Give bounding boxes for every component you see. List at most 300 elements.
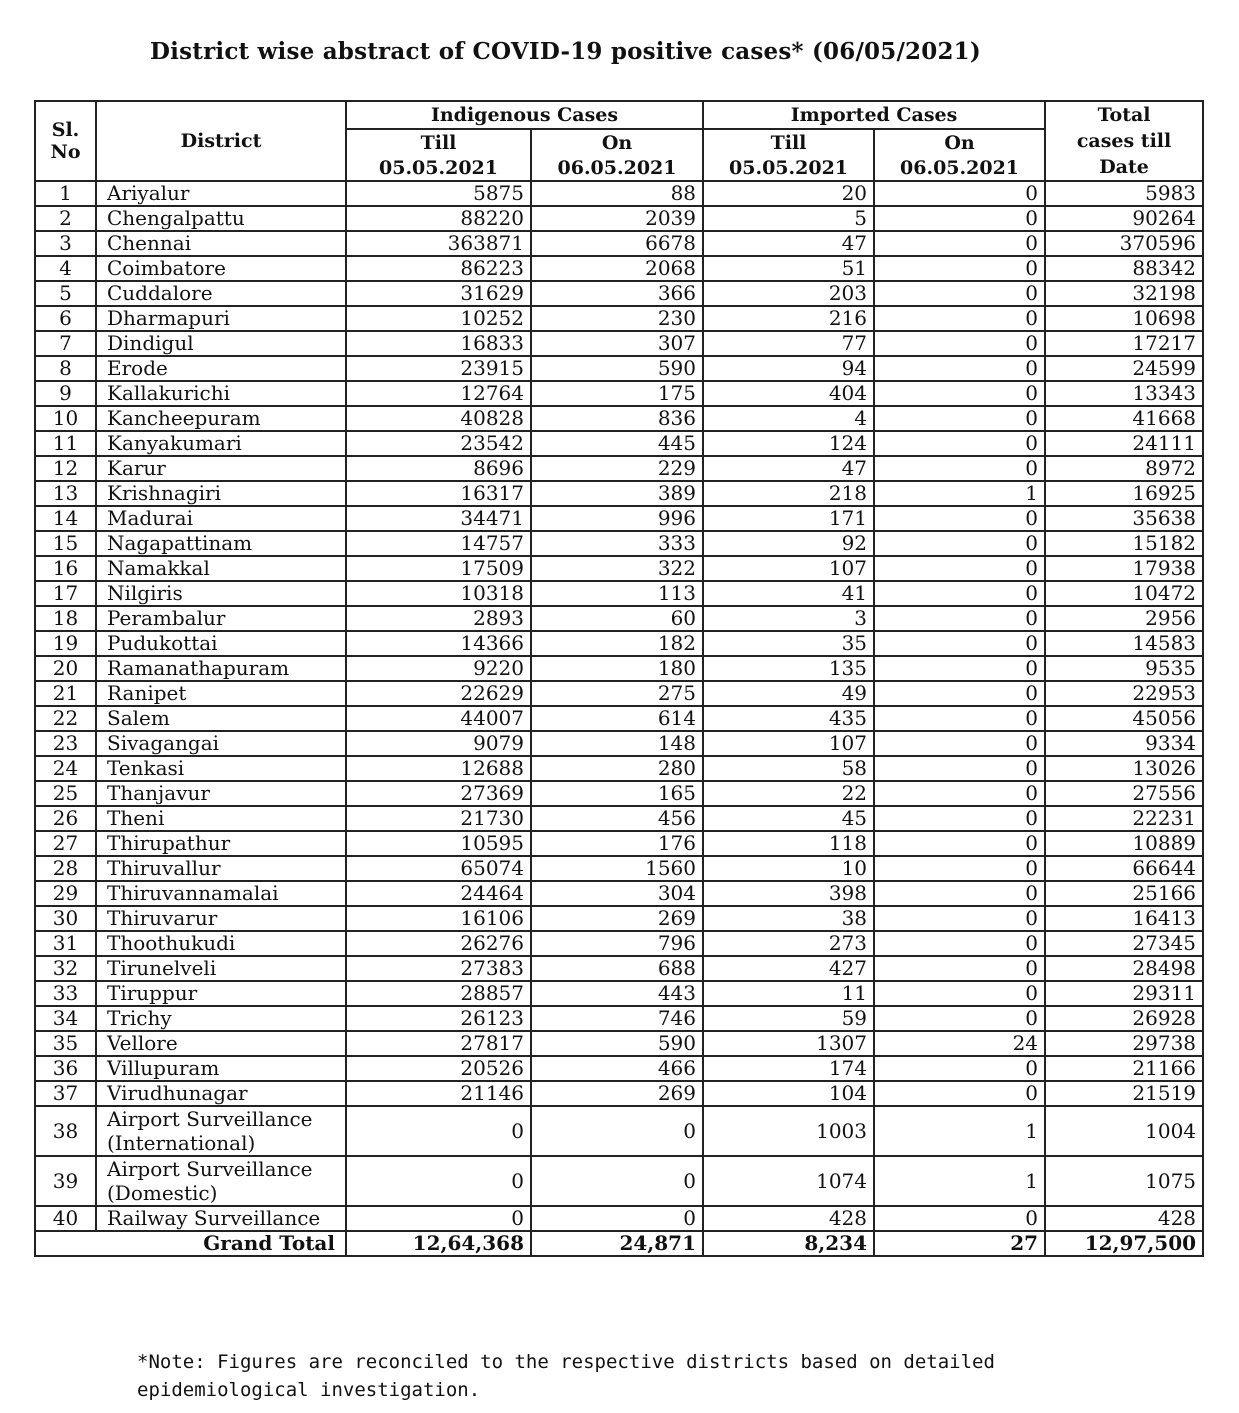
row-ind-on: 165: [531, 781, 703, 806]
table-row: [35, 906, 1203, 931]
table-row: [35, 656, 1203, 681]
table-row: [35, 456, 1203, 481]
row-imp-on: 0: [874, 606, 1045, 631]
row-ind-till: 24464: [346, 881, 531, 906]
table-row: [35, 1056, 1203, 1081]
row-imp-till: 107: [703, 556, 874, 581]
row-ind-on: 269: [531, 1081, 703, 1106]
row-district-line2: (Domestic): [107, 1181, 218, 1205]
row-imp-till: 104: [703, 1081, 874, 1106]
row-imp-on: 0: [874, 956, 1045, 981]
row-total: 21166: [1045, 1056, 1203, 1081]
row-sl-no: 17: [35, 581, 96, 606]
row-ind-on: 688: [531, 956, 703, 981]
row-district: Pudukottai: [96, 631, 346, 656]
row-imp-on: 0: [874, 356, 1045, 381]
row-district: Vellore: [96, 1031, 346, 1056]
header-district: District: [96, 101, 346, 181]
row-imp-till: 3: [703, 606, 874, 631]
table-row: [35, 1081, 1203, 1106]
row-imp-till: 92: [703, 531, 874, 556]
row-imp-till: 218: [703, 481, 874, 506]
grand-total-row: [35, 1231, 1203, 1256]
row-sl-no: 2: [35, 206, 96, 231]
table-row: [35, 331, 1203, 356]
row-ind-till: 12688: [346, 756, 531, 781]
row-district: [96, 1106, 346, 1156]
row-district: Tirunelveli: [96, 956, 346, 981]
row-total: 16925: [1045, 481, 1203, 506]
row-district: Kancheepuram: [96, 406, 346, 431]
row-sl-no: 16: [35, 556, 96, 581]
header-imp-on-date: 06.05.2021: [874, 155, 1045, 181]
row-ind-till: 27817: [346, 1031, 531, 1056]
page-title: District wise abstract of COVID-19 positive cases* (06/05/2021): [150, 38, 981, 65]
header-ind-on: On: [531, 129, 703, 155]
row-imp-on: 0: [874, 731, 1045, 756]
row-imp-till: 1074: [703, 1156, 874, 1206]
row-imp-on: 0: [874, 681, 1045, 706]
row-imp-on: 0: [874, 856, 1045, 881]
table-row: [35, 856, 1203, 881]
row-imp-on: 0: [874, 806, 1045, 831]
row-sl-no: 20: [35, 656, 96, 681]
row-sl-no: 10: [35, 406, 96, 431]
row-ind-till: 5875: [346, 181, 531, 206]
row-imp-on: 0: [874, 931, 1045, 956]
row-sl-no: 33: [35, 981, 96, 1006]
row-ind-till: 34471: [346, 506, 531, 531]
row-ind-on: 389: [531, 481, 703, 506]
table-row: [35, 381, 1203, 406]
row-district: Krishnagiri: [96, 481, 346, 506]
row-district: Thiruvallur: [96, 856, 346, 881]
row-sl-no: 34: [35, 1006, 96, 1031]
row-district: Thiruvannamalai: [96, 881, 346, 906]
row-sl-no: 4: [35, 256, 96, 281]
row-total: 1004: [1045, 1106, 1203, 1156]
row-ind-till: 26123: [346, 1006, 531, 1031]
row-imp-till: 203: [703, 281, 874, 306]
row-ind-till: 16317: [346, 481, 531, 506]
row-ind-on: 269: [531, 906, 703, 931]
grand-total-label: Grand Total: [35, 1231, 346, 1256]
row-sl-no: 8: [35, 356, 96, 381]
row-ind-till: 10318: [346, 581, 531, 606]
table-row: [35, 306, 1203, 331]
row-ind-on: 175: [531, 381, 703, 406]
row-sl-no: 18: [35, 606, 96, 631]
row-imp-on: 1: [874, 481, 1045, 506]
row-total: 28498: [1045, 956, 1203, 981]
row-ind-till: 10595: [346, 831, 531, 856]
row-sl-no: 36: [35, 1056, 96, 1081]
row-district: Coimbatore: [96, 256, 346, 281]
table-row: [35, 1206, 1203, 1231]
row-imp-on: 0: [874, 631, 1045, 656]
cases-table: [34, 100, 1204, 1257]
row-total: 25166: [1045, 881, 1203, 906]
row-ind-on: 2068: [531, 256, 703, 281]
row-ind-on: 230: [531, 306, 703, 331]
table-row: [35, 581, 1203, 606]
row-sl-no: 26: [35, 806, 96, 831]
row-imp-till: 58: [703, 756, 874, 781]
row-ind-till: 31629: [346, 281, 531, 306]
row-imp-on: 0: [874, 281, 1045, 306]
row-imp-on: 0: [874, 206, 1045, 231]
table-row: [35, 631, 1203, 656]
row-ind-on: 0: [531, 1156, 703, 1206]
grand-total-imp-till: 8,234: [703, 1231, 874, 1256]
row-ind-till: 44007: [346, 706, 531, 731]
table-row: [35, 681, 1203, 706]
row-ind-on: 229: [531, 456, 703, 481]
row-total: 13026: [1045, 756, 1203, 781]
row-imp-on: 0: [874, 556, 1045, 581]
row-district: Virudhunagar: [96, 1081, 346, 1106]
row-ind-on: 996: [531, 506, 703, 531]
row-sl-no: 31: [35, 931, 96, 956]
header-sl-no: Sl. No: [35, 101, 96, 181]
row-ind-till: 27369: [346, 781, 531, 806]
row-imp-till: 51: [703, 256, 874, 281]
table-row: [35, 406, 1203, 431]
row-imp-till: 216: [703, 306, 874, 331]
row-imp-on: 0: [874, 506, 1045, 531]
row-imp-till: 22: [703, 781, 874, 806]
row-total: 2956: [1045, 606, 1203, 631]
grand-total-imp-on: 27: [874, 1231, 1045, 1256]
row-sl-no: 15: [35, 531, 96, 556]
row-ind-on: 590: [531, 1031, 703, 1056]
row-sl-no: 23: [35, 731, 96, 756]
table-body: [35, 181, 1203, 1231]
row-imp-till: 49: [703, 681, 874, 706]
row-imp-till: 427: [703, 956, 874, 981]
row-district: Salem: [96, 706, 346, 731]
row-district: Thiruvarur: [96, 906, 346, 931]
row-total: 370596: [1045, 231, 1203, 256]
row-ind-on: 590: [531, 356, 703, 381]
row-ind-on: 2039: [531, 206, 703, 231]
row-district: Kanyakumari: [96, 431, 346, 456]
row-district: Sivagangai: [96, 731, 346, 756]
table-row: [35, 531, 1203, 556]
row-ind-till: 22629: [346, 681, 531, 706]
row-ind-on: 113: [531, 581, 703, 606]
row-ind-till: 363871: [346, 231, 531, 256]
row-ind-till: 0: [346, 1106, 531, 1156]
row-sl-no: 14: [35, 506, 96, 531]
row-ind-till: 9079: [346, 731, 531, 756]
row-sl-no: 7: [35, 331, 96, 356]
row-district: Thanjavur: [96, 781, 346, 806]
row-sl-no: 1: [35, 181, 96, 206]
row-ind-till: 21730: [346, 806, 531, 831]
row-imp-till: 273: [703, 931, 874, 956]
row-total: 22231: [1045, 806, 1203, 831]
row-imp-till: 428: [703, 1206, 874, 1231]
row-total: 8972: [1045, 456, 1203, 481]
table-row: [35, 1031, 1203, 1056]
row-sl-no: 25: [35, 781, 96, 806]
row-ind-till: 17509: [346, 556, 531, 581]
row-imp-till: 94: [703, 356, 874, 381]
row-total: 22953: [1045, 681, 1203, 706]
row-total: 24599: [1045, 356, 1203, 381]
table-row: [35, 256, 1203, 281]
header-imp-on: On: [874, 129, 1045, 155]
row-ind-till: 28857: [346, 981, 531, 1006]
row-sl-no: 22: [35, 706, 96, 731]
table-row: [35, 606, 1203, 631]
row-ind-till: 21146: [346, 1081, 531, 1106]
row-total: 13343: [1045, 381, 1203, 406]
table-row: [35, 506, 1203, 531]
row-total: 14583: [1045, 631, 1203, 656]
row-ind-on: 836: [531, 406, 703, 431]
row-total: 88342: [1045, 256, 1203, 281]
row-district: Perambalur: [96, 606, 346, 631]
table-row: [35, 931, 1203, 956]
row-sl-no: 6: [35, 306, 96, 331]
row-imp-on: 0: [874, 831, 1045, 856]
row-total: 17217: [1045, 331, 1203, 356]
row-district: Chengalpattu: [96, 206, 346, 231]
row-imp-on: 0: [874, 906, 1045, 931]
row-imp-till: 47: [703, 231, 874, 256]
row-imp-till: 47: [703, 456, 874, 481]
row-sl-no: 32: [35, 956, 96, 981]
row-total: 428: [1045, 1206, 1203, 1231]
row-district: Erode: [96, 356, 346, 381]
table-row: [35, 206, 1203, 231]
row-total: 29311: [1045, 981, 1203, 1006]
row-ind-till: 40828: [346, 406, 531, 431]
table-row: [35, 981, 1203, 1006]
row-district: Thirupathur: [96, 831, 346, 856]
row-imp-on: 0: [874, 1056, 1045, 1081]
table-row: [35, 731, 1203, 756]
table-row: [35, 431, 1203, 456]
row-district: Thoothukudi: [96, 931, 346, 956]
row-district: Nagapattinam: [96, 531, 346, 556]
row-district: Madurai: [96, 506, 346, 531]
row-imp-on: 0: [874, 431, 1045, 456]
row-district: Cuddalore: [96, 281, 346, 306]
row-ind-on: 148: [531, 731, 703, 756]
row-imp-on: 0: [874, 756, 1045, 781]
row-imp-till: 35: [703, 631, 874, 656]
row-ind-till: 14757: [346, 531, 531, 556]
table-row: [35, 356, 1203, 381]
row-imp-till: 11: [703, 981, 874, 1006]
row-ind-on: 182: [531, 631, 703, 656]
row-ind-till: 9220: [346, 656, 531, 681]
row-imp-till: 41: [703, 581, 874, 606]
row-sl-no: 35: [35, 1031, 96, 1056]
row-district: Tenkasi: [96, 756, 346, 781]
row-imp-on: 0: [874, 881, 1045, 906]
table-row: [35, 806, 1203, 831]
row-ind-till: 88220: [346, 206, 531, 231]
row-ind-on: 322: [531, 556, 703, 581]
row-total: 9334: [1045, 731, 1203, 756]
row-imp-till: 135: [703, 656, 874, 681]
row-imp-on: 0: [874, 1081, 1045, 1106]
row-ind-on: 307: [531, 331, 703, 356]
row-district: Nilgiris: [96, 581, 346, 606]
table-row: [35, 281, 1203, 306]
table-row: [35, 956, 1203, 981]
row-ind-on: 60: [531, 606, 703, 631]
row-sl-no: 24: [35, 756, 96, 781]
row-total: 41668: [1045, 406, 1203, 431]
row-imp-on: 0: [874, 656, 1045, 681]
row-imp-on: 0: [874, 256, 1045, 281]
row-ind-till: 12764: [346, 381, 531, 406]
row-imp-on: 0: [874, 1006, 1045, 1031]
row-total: 32198: [1045, 281, 1203, 306]
row-imp-till: 435: [703, 706, 874, 731]
table-row: [35, 556, 1203, 581]
row-imp-on: 24: [874, 1031, 1045, 1056]
row-ind-till: 20526: [346, 1056, 531, 1081]
row-district-line1: Airport Surveillance: [107, 1107, 313, 1131]
row-imp-on: 0: [874, 456, 1045, 481]
row-district: Railway Surveillance: [96, 1206, 346, 1231]
row-total: 27556: [1045, 781, 1203, 806]
row-ind-till: 26276: [346, 931, 531, 956]
row-district: [96, 1156, 346, 1206]
row-ind-on: 6678: [531, 231, 703, 256]
row-ind-till: 27383: [346, 956, 531, 981]
grand-total-ind-till: 12,64,368: [346, 1231, 531, 1256]
row-total: 17938: [1045, 556, 1203, 581]
row-ind-till: 14366: [346, 631, 531, 656]
row-sl-no: 13: [35, 481, 96, 506]
row-imp-till: 171: [703, 506, 874, 531]
row-sl-no: 28: [35, 856, 96, 881]
row-total: 10698: [1045, 306, 1203, 331]
row-imp-till: 404: [703, 381, 874, 406]
row-ind-till: 0: [346, 1156, 531, 1206]
row-total: 90264: [1045, 206, 1203, 231]
row-district: Trichy: [96, 1006, 346, 1031]
row-imp-on: 0: [874, 1206, 1045, 1231]
row-sl-no: 37: [35, 1081, 96, 1106]
row-sl-no: 29: [35, 881, 96, 906]
row-ind-on: 366: [531, 281, 703, 306]
row-sl-no: 39: [35, 1156, 96, 1206]
row-imp-on: 0: [874, 581, 1045, 606]
row-ind-till: 23542: [346, 431, 531, 456]
row-imp-till: 4: [703, 406, 874, 431]
table-row: [35, 1006, 1203, 1031]
table-row: [35, 181, 1203, 206]
row-ind-on: 333: [531, 531, 703, 556]
row-imp-on: 0: [874, 231, 1045, 256]
row-imp-on: 1: [874, 1106, 1045, 1156]
row-ind-till: 0: [346, 1206, 531, 1231]
row-total: 16413: [1045, 906, 1203, 931]
row-total: 24111: [1045, 431, 1203, 456]
row-district-line1: Airport Surveillance: [107, 1157, 313, 1181]
row-ind-on: 443: [531, 981, 703, 1006]
row-sl-no: 3: [35, 231, 96, 256]
row-sl-no: 38: [35, 1106, 96, 1156]
row-ind-till: 16106: [346, 906, 531, 931]
row-district: Ariyalur: [96, 181, 346, 206]
table-row: [35, 881, 1203, 906]
row-imp-till: 124: [703, 431, 874, 456]
row-district: Ranipet: [96, 681, 346, 706]
table-header: [35, 101, 1203, 181]
table-row: [35, 1106, 1203, 1156]
row-ind-on: 280: [531, 756, 703, 781]
row-district: Karur: [96, 456, 346, 481]
row-imp-on: 0: [874, 381, 1045, 406]
table-row: [35, 781, 1203, 806]
row-imp-on: 0: [874, 981, 1045, 1006]
row-imp-till: 59: [703, 1006, 874, 1031]
row-imp-on: 1: [874, 1156, 1045, 1206]
row-sl-no: 27: [35, 831, 96, 856]
row-total: 1075: [1045, 1156, 1203, 1206]
table-row: [35, 706, 1203, 731]
row-total: 27345: [1045, 931, 1203, 956]
row-district-line2: (International): [107, 1131, 256, 1155]
row-imp-on: 0: [874, 406, 1045, 431]
row-district: Theni: [96, 806, 346, 831]
row-imp-till: 38: [703, 906, 874, 931]
row-district: Namakkal: [96, 556, 346, 581]
row-district: Kallakurichi: [96, 381, 346, 406]
row-district: Tiruppur: [96, 981, 346, 1006]
table-row: [35, 231, 1203, 256]
row-imp-on: 0: [874, 781, 1045, 806]
row-total: 10472: [1045, 581, 1203, 606]
row-total: 26928: [1045, 1006, 1203, 1031]
row-ind-on: 456: [531, 806, 703, 831]
row-district: Dindigul: [96, 331, 346, 356]
row-imp-till: 1003: [703, 1106, 874, 1156]
row-ind-on: 445: [531, 431, 703, 456]
row-district: Chennai: [96, 231, 346, 256]
row-district: Villupuram: [96, 1056, 346, 1081]
row-ind-on: 275: [531, 681, 703, 706]
row-district: Ramanathapuram: [96, 656, 346, 681]
row-imp-on: 0: [874, 531, 1045, 556]
row-total: 29738: [1045, 1031, 1203, 1056]
row-imp-on: 0: [874, 181, 1045, 206]
row-ind-till: 23915: [346, 356, 531, 381]
row-sl-no: 21: [35, 681, 96, 706]
header-imp-till-date: 05.05.2021: [703, 155, 874, 181]
row-sl-no: 40: [35, 1206, 96, 1231]
row-imp-till: 20: [703, 181, 874, 206]
header-indigenous: Indigenous Cases: [346, 101, 703, 129]
row-imp-till: 107: [703, 731, 874, 756]
row-ind-on: 180: [531, 656, 703, 681]
table-row: [35, 1156, 1203, 1206]
row-total: 45056: [1045, 706, 1203, 731]
header-ind-till-date: 05.05.2021: [346, 155, 531, 181]
table-row: [35, 756, 1203, 781]
header-total: Total cases till Date: [1045, 101, 1203, 181]
row-imp-on: 0: [874, 331, 1045, 356]
